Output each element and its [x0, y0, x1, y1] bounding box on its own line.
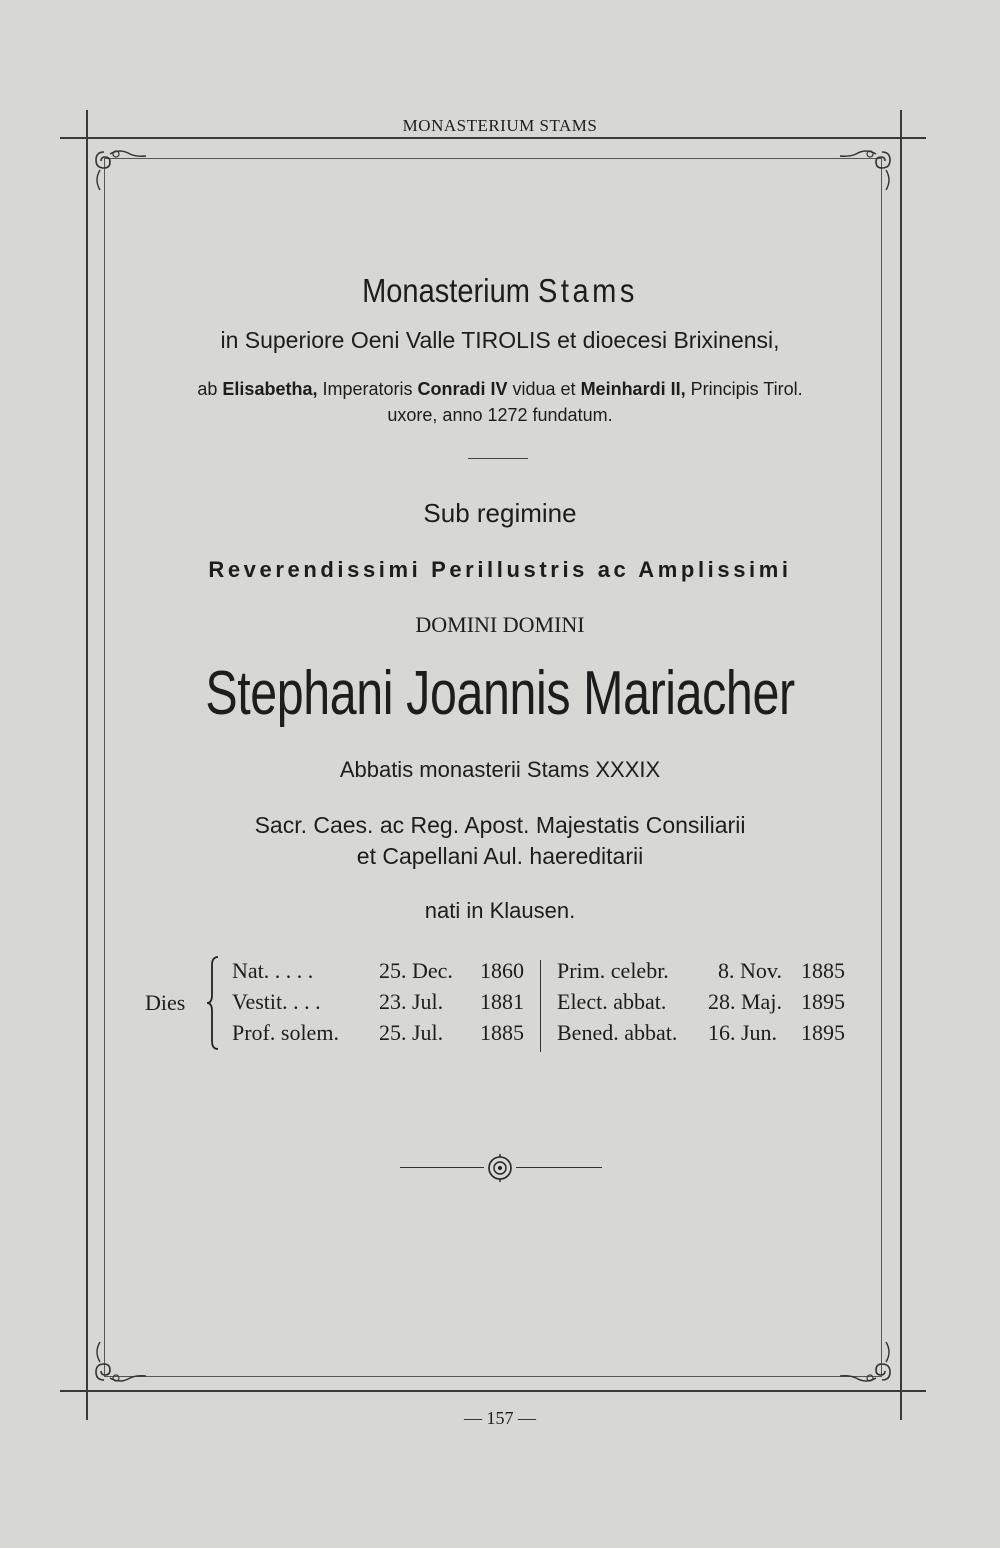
- corner-ornament-bottom-left-icon: [90, 1338, 150, 1388]
- frame-top: [104, 158, 882, 159]
- council-line-2: et Capellani Aul. haereditarii: [356, 843, 644, 869]
- location-line: in Superiore Oeni Valle TIROLIS et dioecesi Brixinensi,: [220, 327, 780, 353]
- date-value: 28. Maj.: [708, 989, 782, 1014]
- frame-bottom: [104, 1376, 882, 1377]
- title-spaced: Stams: [538, 272, 638, 309]
- dates-right-table: [557, 958, 845, 1051]
- date-row-bened: [557, 1020, 845, 1051]
- date-year: 1885: [480, 1020, 524, 1045]
- date-row-nat: [232, 958, 524, 989]
- founding-text-3: vidua et: [507, 379, 581, 399]
- monastery-title: [60, 272, 940, 310]
- date-label: Vestit. . . .: [232, 989, 321, 1014]
- date-year: 1860: [480, 958, 524, 983]
- date-row-elect: [557, 989, 845, 1020]
- date-value: 8. Nov.: [718, 958, 782, 983]
- short-divider: [468, 458, 528, 459]
- founding-text-2: Imperatoris: [317, 379, 418, 399]
- date-year: 1881: [480, 989, 524, 1014]
- page-number: — 157 —: [464, 1408, 536, 1428]
- sub-regimine: Sub regimine: [423, 498, 577, 528]
- founding-text-4: Principis Tirol.: [685, 379, 803, 399]
- date-row-prim: [557, 958, 845, 989]
- founding-text-1: ab: [197, 379, 223, 399]
- dies-label: Dies: [145, 990, 186, 1015]
- council-line-1: Sacr. Caes. ac Reg. Apost. Majestatis Consiliarii: [254, 812, 746, 838]
- running-head: MONASTERIUM STAMS: [402, 116, 598, 135]
- date-label: Elect. abbat.: [557, 989, 667, 1014]
- date-year: 1895: [801, 989, 845, 1014]
- date-label: Prim. celebr.: [557, 958, 669, 983]
- left-brace-icon: [206, 955, 222, 1051]
- date-row-vestit: [232, 989, 524, 1020]
- date-value: 16. Jun.: [708, 1020, 778, 1045]
- dates-column-divider: [540, 960, 541, 1052]
- founding-line-2: uxore, anno 1272 fundatum.: [387, 405, 613, 425]
- founding-bold-3: Meinhardi II,: [580, 379, 686, 399]
- bottom-rule: [60, 1390, 926, 1392]
- date-label: Bened. abbat.: [557, 1020, 678, 1045]
- date-value: 25. Jul.: [379, 1020, 444, 1045]
- birthplace: nati in Klausen.: [424, 898, 576, 923]
- corner-ornament-top-left-icon: [90, 144, 150, 194]
- abbot-title: Abbatis monasterii Stams XXXIX: [339, 757, 661, 782]
- date-label: Prof. solem.: [232, 1020, 339, 1045]
- date-year: 1885: [801, 958, 845, 983]
- title-prefix: Monasterium: [362, 272, 539, 309]
- date-row-prof: [232, 1020, 524, 1051]
- dates-left-table: [232, 958, 524, 1051]
- top-rule: [60, 137, 926, 139]
- domini-line: DOMINI DOMINI: [415, 612, 585, 637]
- ornament-line-right: [516, 1167, 602, 1168]
- corner-ornament-bottom-right-icon: [836, 1338, 896, 1388]
- ornament-line-left: [400, 1167, 484, 1168]
- abbot-name: Stephani Joannis Mariacher: [205, 659, 795, 728]
- founding-line-1: [0, 379, 1000, 400]
- corner-ornament-top-right-icon: [836, 144, 896, 194]
- date-label: Nat. . . . .: [232, 958, 314, 983]
- spiral-ornament-icon: [484, 1152, 516, 1184]
- date-value: 23. Jul.: [379, 989, 444, 1014]
- date-year: 1895: [801, 1020, 845, 1045]
- founding-bold-1: Elisabetha,: [222, 379, 318, 399]
- reverend-line: Reverendissimi Perillustris ac Amplissimi: [208, 557, 792, 582]
- date-value: 25. Dec.: [379, 958, 453, 983]
- founding-bold-2: Conradi IV: [417, 379, 508, 399]
